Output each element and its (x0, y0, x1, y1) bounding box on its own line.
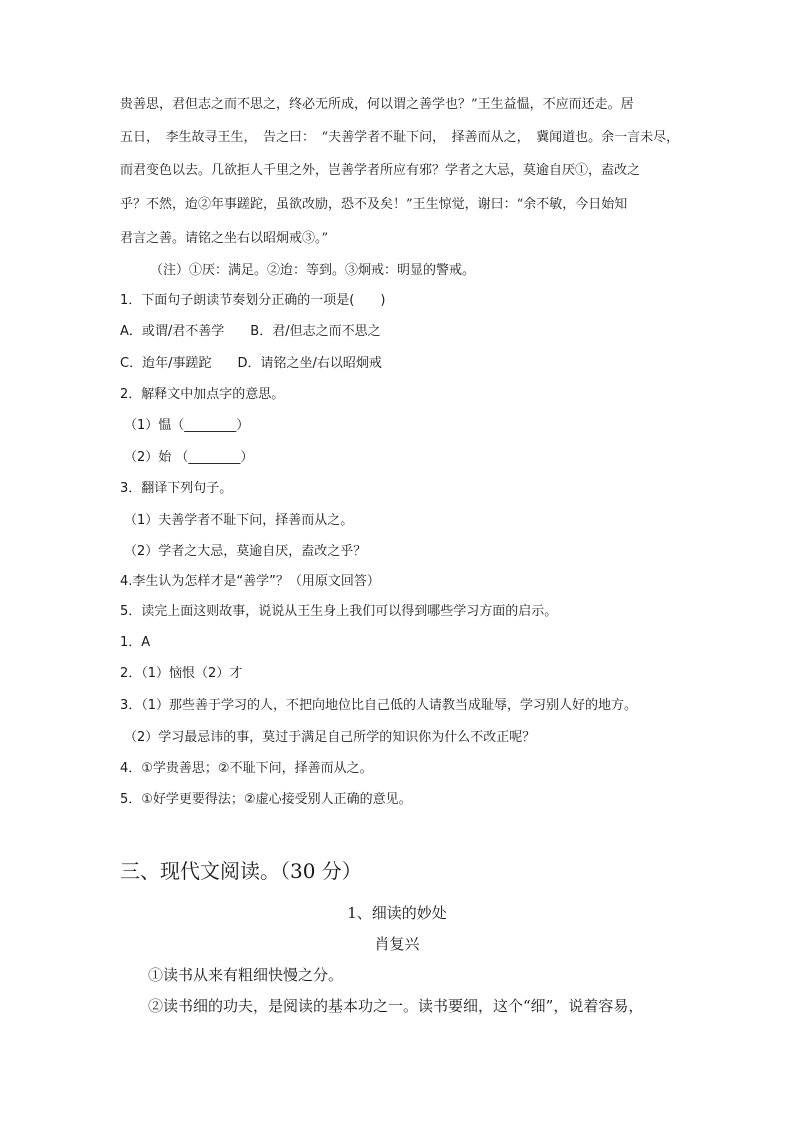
answer-4: 4．①学贵善思；②不耻下问，择善而从之。 (120, 761, 373, 776)
section-heading: 三、现代文阅读。（30 分） (120, 859, 362, 883)
question-1-options-cd: C．迨年/事蹉跎 D．请铭之坐/右以昭炯戒 (120, 356, 382, 371)
question-3-item-2: （2）学者之大忌，莫逾自厌，盍改之乎？ (124, 544, 367, 559)
passage-line: 君言之善。请铭之坐右以昭炯戒③。” (120, 231, 329, 246)
question-2-item-2: （2）始 （________） (124, 450, 254, 465)
article-title: 1、细读的妙处 (347, 904, 447, 922)
passage-line: 五日， 李生故寻王生， 告之曰： “夫善学者不耻下问， 择善而从之， 冀闻道也。余一言未尽， (120, 130, 680, 145)
question-5: 5．读完上面这则故事，说说从王生身上我们可以得到哪些学习方面的启示。 (120, 604, 558, 619)
question-1-options-ab: A．或谓/君不善学 B．君/但志之而不思之 (120, 324, 381, 339)
passage-note: （注）①厌：满足。②迨：等到。③炯戒：明显的警戒。 (150, 263, 476, 278)
article-author: 肖复兴 (374, 935, 420, 953)
question-1: 1．下面句子朗读节奏划分正确的一项是( ) (120, 293, 386, 308)
answer-1: 1．A (120, 635, 151, 650)
article-paragraph: ②读书细的功夫，是阅读的基本功之一。读书要细，这个“细”，说着容易， (148, 997, 644, 1015)
question-3: 3．翻译下列句子。 (120, 481, 233, 496)
question-2: 2．解释文中加点字的意思。 (120, 387, 285, 402)
question-4: 4.李生认为怎样才是“善学”？（用原文回答） (120, 574, 380, 589)
passage-line: 而君变色以去。几欲拒人千里之外，岂善学者所应有邪？学者之大忌，莫逾自厌①，盍改之 (120, 163, 641, 178)
passage-line: 贵善思，君但志之而不思之，终必无所成，何以谓之善学也？”王生益愠，不应而还走。居 (120, 97, 634, 112)
article-paragraph: ①读书从来有粗细快慢之分。 (148, 966, 344, 984)
passage-line: 乎？不然，迨②年事蹉跎，虽欲改励，恐不及矣！”王生惊觉，谢曰：“余不敏，今日始知 (120, 197, 628, 212)
question-2-item-1: （1）愠（________） (124, 418, 250, 433)
answer-3-part-2: （2）学习最忌讳的事，莫过于满足自己所学的知识你为什么不改正呢？ (124, 730, 536, 745)
answer-2: 2．（1）恼恨（2）才 (120, 666, 243, 681)
answer-3-part-1: 3．（1）那些善于学习的人，不把向地位比自己低的人请教当成耻辱，学习别人好的地方。 (120, 698, 638, 713)
answer-5: 5．①好学更要得法；②虚心接受别人正确的意见。 (120, 792, 412, 807)
question-3-item-1: （1）夫善学者不耻下问，择善而从之。 (124, 513, 354, 528)
